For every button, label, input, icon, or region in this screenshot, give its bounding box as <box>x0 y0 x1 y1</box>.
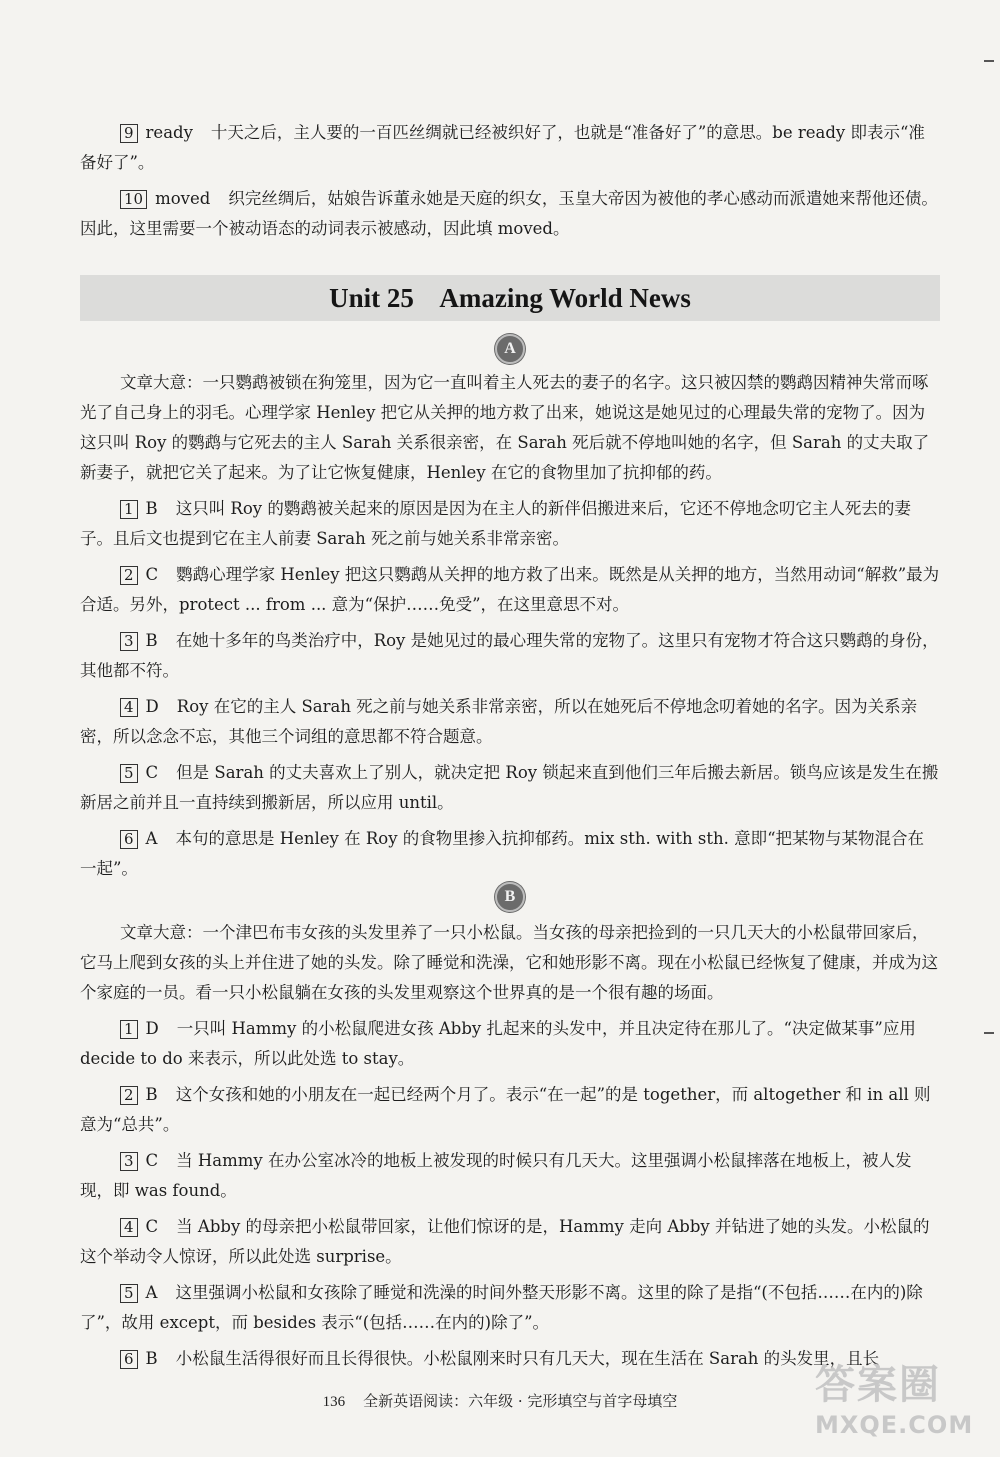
question-number: 3 <box>120 1152 138 1171</box>
answer-key: C <box>145 565 159 584</box>
question-number: 6 <box>120 830 138 849</box>
top-items <box>80 118 940 250</box>
answer-item <box>80 1212 940 1272</box>
explanation-text: 当 Hammy 在办公室冰冷的地板上被发现的时候只有几天大。这里强调小松鼠摔落在地板上，被人发现，即 was found。 <box>80 1151 912 1200</box>
answer-key: B <box>145 499 158 518</box>
answer-key: B <box>145 1085 158 1104</box>
question-number: 2 <box>120 1086 138 1105</box>
answer-key: B <box>145 631 158 650</box>
answer-item <box>80 1014 940 1074</box>
answer-key: A <box>145 829 158 848</box>
explanation-text: 这里强调小松鼠和女孩除了睡觉和洗澡的时间外整天形影不离。这里的除了是指“(不包括……在内的)除了”，故用 except，而 besides 表示“(包括……在内的)除了”。 <box>80 1283 923 1332</box>
answer-item <box>80 494 940 554</box>
scan-edge-mark <box>984 1032 994 1034</box>
answer-key: A <box>145 1283 158 1302</box>
question-number: 4 <box>120 698 138 717</box>
answer-key: B <box>145 1349 158 1368</box>
question-number: 1 <box>120 1020 138 1039</box>
answer-item <box>80 1344 940 1374</box>
explanation-text: 织完丝绸后，姑娘告诉董永她是天庭的织女，玉皇大帝因为被他的孝心感动而派遣她来帮他还债。因此，这里需要一个被动语态的动词表示被感动，因此填 moved。 <box>80 189 938 238</box>
watermark-logo: 答案圈 <box>815 1362 941 1408</box>
question-number: 3 <box>120 632 138 651</box>
answer-key: C <box>145 1217 159 1236</box>
question-number: 4 <box>120 1218 138 1237</box>
section-b <box>80 918 940 1380</box>
answer-item <box>80 692 940 752</box>
question-number: 6 <box>120 1350 138 1369</box>
answer-key: ready <box>145 123 193 142</box>
answer-item <box>80 184 940 244</box>
question-number: 1 <box>120 500 138 519</box>
explanation-text: 一只叫 Hammy 的小松鼠爬进女孩 Abby 扎起来的头发中，并且决定待在那儿了。“决定做某事”应用 decide to do 来表示，所以此处选 to stay。 <box>80 1019 916 1068</box>
unit-title: Unit 25 Amazing World News <box>329 283 691 313</box>
explanation-text: 这只叫 Roy 的鹦鹉被关起来的原因是因为在主人的新伴侣搬进来后，它还不停地念叨它主人死去的妻子。且后文也提到它在主人前妻 Sarah 死之前与她关系非常亲密。 <box>80 499 911 548</box>
section-b-badge: B <box>495 882 525 912</box>
book-title: 全新英语阅读：六年级 · 完形填空与首字母填空 <box>363 1392 678 1410</box>
question-number: 5 <box>120 764 138 783</box>
answer-item <box>80 626 940 686</box>
answer-key: D <box>145 1019 159 1038</box>
section-a-badge: A <box>495 334 525 364</box>
section-a <box>80 368 940 890</box>
watermark-url: MXQE.COM <box>815 1411 974 1439</box>
answer-key: moved <box>155 189 211 208</box>
answer-key: C <box>145 763 159 782</box>
explanation-text: 十天之后，主人要的一百匹丝绸就已经被织好了，也就是“准备好了”的意思。be ready 即表示“准备好了”。 <box>80 123 925 172</box>
answer-item <box>80 560 940 620</box>
question-number: 5 <box>120 1284 138 1303</box>
section-a-summary: 文章大意：一只鹦鹉被锁在狗笼里，因为它一直叫着主人死去的妻子的名字。这只被囚禁的鹦鹉因精神失常而啄光了自己身上的羽毛。心理学家 Henley 把它从关押的地方救了出来，她说这是她见过的心理最失常的宠物了。因为这只叫 Roy 的鹦鹉与它死去的主人 Sarah 关系很亲密，在 Sarah 死后就不停地叫她的名字，但 Sarah 的丈夫取了新妻子，就把它关了起来。为了让它恢复健康，Henley 在它的食物里加了抗抑郁的药。 <box>80 373 930 482</box>
explanation-text: 本句的意思是 Henley 在 Roy 的食物里掺入抗抑郁药。mix sth. with sth. 意即“把某物与某物混合在一起”。 <box>80 829 925 878</box>
question-number: 10 <box>120 190 147 209</box>
scan-edge-mark <box>984 60 994 62</box>
section-b-summary: 文章大意：一个津巴布韦女孩的头发里养了一只小松鼠。当女孩的母亲把捡到的一只几天大的小松鼠带回家后，它马上爬到女孩的头上并住进了她的头发。除了睡觉和洗澡，它和她形影不离。现在小松鼠已经恢复了健康，并成为这个家庭的一员。看一只小松鼠躺在女孩的头发里观察这个世界真的是一个很有趣的场面。 <box>80 923 938 1002</box>
explanation-text: 小松鼠生活得很好而且长得很快。小松鼠刚来时只有几天大，现在生活在 Sarah 的头发里，且长 <box>175 1349 880 1368</box>
answer-item <box>80 1146 940 1206</box>
page-number: 136 <box>322 1394 346 1410</box>
question-number: 9 <box>120 124 138 143</box>
question-number: 2 <box>120 566 138 585</box>
answer-item <box>80 118 940 178</box>
explanation-text: 这个女孩和她的小朋友在一起已经两个月了。表示“在一起”的是 together，而 altogether 和 in all 则意为“总共”。 <box>80 1085 931 1134</box>
explanation-text: 鹦鹉心理学家 Henley 把这只鹦鹉从关押的地方救了出来。既然是从关押的地方，当然用动词“解救”最为合适。另外，protect ... from ... 意为“保护……免受”，在这里意思不对。 <box>80 565 940 614</box>
answer-item <box>80 824 940 884</box>
answer-key: D <box>145 697 159 716</box>
answer-item <box>80 758 940 818</box>
unit-banner <box>80 275 940 321</box>
explanation-text: 在她十多年的鸟类治疗中，Roy 是她见过的最心理失常的宠物了。这里只有宠物才符合这只鹦鹉的身份，其他都不符。 <box>80 631 939 680</box>
explanation-text: Roy 在它的主人 Sarah 死之前与她关系非常亲密，所以在她死后不停地念叨着她的名字。因为关系亲密，所以念念不忘，其他三个词组的意思都不符合题意。 <box>80 697 918 746</box>
watermark <box>815 1360 995 1455</box>
explanation-text: 但是 Sarah 的丈夫喜欢上了别人，就决定把 Roy 锁起来直到他们三年后搬去新居。锁鸟应该是发生在搬新居之前并且一直持续到搬新居，所以应用 until。 <box>80 763 939 812</box>
answer-key: C <box>145 1151 159 1170</box>
explanation-text: 当 Abby 的母亲把小松鼠带回家，让他们惊讶的是，Hammy 走向 Abby 并钻进了她的头发。小松鼠的这个举动令人惊讶，所以此处选 surprise。 <box>80 1217 930 1266</box>
answer-item <box>80 1080 940 1140</box>
answer-item <box>80 1278 940 1338</box>
